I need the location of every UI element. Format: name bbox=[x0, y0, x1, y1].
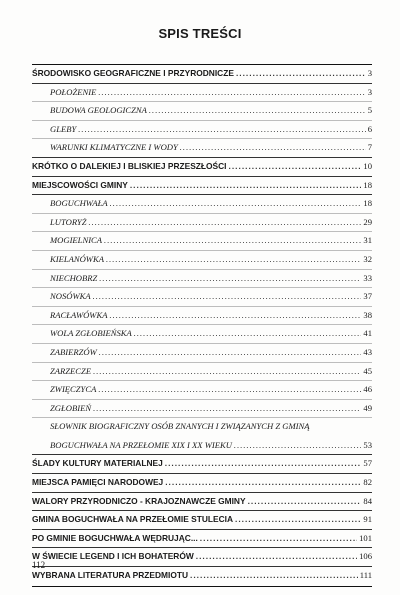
toc-entry-page: 3 bbox=[367, 86, 372, 97]
toc-entry-label: MOGIELNICA bbox=[50, 235, 103, 246]
toc-subsection-entry bbox=[32, 195, 372, 214]
toc-dot-leader bbox=[165, 477, 361, 487]
toc-dot-leader bbox=[110, 198, 362, 208]
toc-entry-page: 10 bbox=[363, 160, 372, 171]
toc-entry-label: ZWIĘCZYCA bbox=[50, 384, 97, 395]
toc-entry-page: 18 bbox=[363, 179, 372, 190]
toc-entry-label: W ŚWIECIE LEGEND I ICH BOHATERÓW bbox=[32, 551, 194, 562]
toc-entry-page: 111 bbox=[359, 570, 372, 581]
toc-dot-leader bbox=[200, 533, 357, 543]
toc-section-entry bbox=[32, 177, 372, 196]
toc-entry-page: 43 bbox=[363, 346, 372, 357]
toc-section-entry bbox=[32, 65, 372, 84]
toc-section-entry bbox=[32, 493, 372, 512]
toc-entry-label: WOLA ZGŁOBIEŃSKA bbox=[50, 328, 132, 339]
toc-subsection-entry bbox=[32, 381, 372, 400]
toc-entry-label: KIELANÓWKA bbox=[50, 253, 104, 264]
toc-entry-page: 7 bbox=[367, 142, 372, 153]
toc-entry-page: 29 bbox=[363, 216, 372, 227]
toc-dot-leader bbox=[98, 87, 365, 97]
toc-dot-leader bbox=[130, 180, 362, 190]
toc-subsection-entry bbox=[32, 344, 372, 363]
toc-entry-label: BOGUCHWAŁA bbox=[50, 198, 108, 209]
toc-subsection-entry bbox=[32, 363, 372, 382]
toc-dot-leader bbox=[190, 570, 358, 580]
toc-entry-label: WALORY PRZYRODNICZO - KRAJOZNAWCZE GMINY bbox=[32, 495, 246, 506]
toc-entry-label: WYBRANA LITERATURA PRZEDMIOTU bbox=[32, 570, 189, 581]
toc-subsection-entry bbox=[32, 307, 372, 326]
toc-dot-leader bbox=[236, 68, 366, 78]
toc-entry-page: 32 bbox=[363, 253, 372, 264]
toc-subsection-entry bbox=[32, 288, 372, 307]
toc-entry-label: ZARZECZE bbox=[50, 365, 92, 376]
toc-dot-leader bbox=[180, 142, 366, 152]
toc-dot-leader bbox=[93, 366, 361, 376]
toc-entry-label: SŁOWNIK BIOGRAFICZNY OSÓB ZNANYCH I ZWIĄZANYCH Z GMINĄ bbox=[50, 421, 310, 432]
toc-entry-label: ZABIERZÓW bbox=[50, 346, 97, 357]
toc-dot-leader bbox=[229, 161, 362, 171]
toc-section-entry bbox=[32, 548, 372, 567]
toc-subsection-entry bbox=[32, 270, 372, 289]
toc-dot-leader bbox=[196, 551, 357, 561]
toc-subsection-entry bbox=[32, 139, 372, 158]
toc-entry-page: 46 bbox=[363, 384, 372, 395]
toc-entry-label: BOGUCHWAŁA NA PRZEŁOMIE XIX I XX WIEKU bbox=[50, 439, 232, 450]
toc-dot-leader bbox=[104, 235, 361, 245]
toc-entry-page: 18 bbox=[363, 198, 372, 209]
toc-dot-leader bbox=[234, 440, 361, 450]
toc-entry-label: NOSÓWKA bbox=[50, 291, 91, 302]
toc-dot-leader bbox=[248, 496, 362, 506]
toc-entry-page: 82 bbox=[363, 477, 372, 488]
toc-entry-label: GLEBY bbox=[50, 123, 77, 134]
toc-entry-page: 38 bbox=[363, 309, 372, 320]
toc-dot-leader bbox=[109, 310, 361, 320]
toc-entry-page: 3 bbox=[367, 68, 372, 78]
toc-dot-leader bbox=[98, 384, 361, 394]
toc-entry-page: 106 bbox=[359, 551, 372, 562]
toc-entry-page: 33 bbox=[363, 272, 372, 283]
toc-subsection-entry bbox=[32, 214, 372, 233]
page-title: SPIS TREŚCI bbox=[158, 26, 242, 41]
toc-entry-label: KRÓTKO O DALEKIEJ I BLISKIEJ PRZESZŁOŚCI bbox=[32, 160, 227, 171]
toc-entry-page: 84 bbox=[363, 495, 372, 506]
toc-dot-leader bbox=[165, 458, 362, 468]
toc-entry-label: ŚLADY KULTURY MATERIALNEJ bbox=[32, 458, 163, 469]
toc-section-entry bbox=[32, 530, 372, 549]
toc-subsection-entry bbox=[32, 84, 372, 103]
toc-entry-page: 5 bbox=[367, 105, 372, 116]
toc-entry-page: 37 bbox=[363, 291, 372, 302]
toc-entry-page: 45 bbox=[363, 365, 372, 376]
toc-subsection-entry bbox=[32, 325, 372, 344]
toc-dot-leader bbox=[134, 328, 362, 338]
toc-entry-page: 49 bbox=[363, 402, 372, 413]
page-number: 112 bbox=[32, 560, 46, 570]
toc-section-entry bbox=[32, 455, 372, 474]
toc-entry-label: ZGŁOBIEŃ bbox=[50, 402, 92, 413]
toc-subsection-entry bbox=[32, 232, 372, 251]
toc-dot-leader bbox=[78, 124, 365, 134]
toc-subsection-entry bbox=[32, 437, 372, 456]
toc-subsection-entry bbox=[32, 418, 372, 437]
toc-section-entry bbox=[32, 567, 372, 586]
toc-dot-leader bbox=[149, 105, 366, 115]
toc-dot-leader bbox=[235, 514, 361, 524]
toc-entry-label: POŁOŻENIE bbox=[50, 86, 97, 97]
toc-subsection-entry bbox=[32, 400, 372, 419]
toc-dot-leader bbox=[93, 291, 362, 301]
toc-entry-label: LUTORYŻ bbox=[50, 216, 87, 227]
toc-section-entry bbox=[32, 511, 372, 530]
toc-entry-page: 101 bbox=[359, 532, 372, 543]
toc-entry-page: 41 bbox=[363, 328, 372, 339]
toc-section-entry bbox=[32, 158, 372, 177]
toc-dot-leader bbox=[88, 217, 361, 227]
toc-entry-page: 6 bbox=[367, 123, 372, 134]
toc-dot-leader bbox=[93, 403, 361, 413]
toc-entry-page: 53 bbox=[363, 439, 372, 450]
toc-dot-leader bbox=[106, 254, 361, 264]
toc-subsection-entry bbox=[32, 102, 372, 121]
toc-entry-label: RACŁAWÓWKA bbox=[50, 309, 108, 320]
toc-dot-leader bbox=[99, 273, 361, 283]
toc-entry-label: NIECHOBRZ bbox=[50, 272, 98, 283]
table-of-contents bbox=[32, 64, 372, 587]
toc-entry-label: PO GMINIE BOGUCHWAŁA WĘDRUJĄC... bbox=[32, 532, 198, 543]
toc-entry-label: GMINA BOGUCHWAŁA NA PRZEŁOMIE STULECIA bbox=[32, 514, 233, 525]
toc-entry-label: WARUNKI KLIMATYCZNE I WODY bbox=[50, 142, 178, 153]
toc-entry-page: 31 bbox=[363, 235, 372, 246]
toc-entry-page: 91 bbox=[363, 514, 372, 525]
toc-entry-label: ŚRODOWISKO GEOGRAFICZNE I PRZYRODNICZE bbox=[32, 68, 234, 78]
toc-section-entry bbox=[32, 474, 372, 493]
toc-entry-label: MIEJSCA PAMIĘCI NARODOWEJ bbox=[32, 477, 164, 488]
toc-dot-leader bbox=[99, 347, 362, 357]
toc-entry-label: MIEJSCOWOŚCI GMINY bbox=[32, 179, 128, 190]
toc-subsection-entry bbox=[32, 121, 372, 140]
toc-entry-page: 57 bbox=[363, 458, 372, 469]
toc-subsection-entry bbox=[32, 251, 372, 270]
toc-entry-label: BUDOWA GEOLOGICZNA bbox=[50, 105, 147, 116]
